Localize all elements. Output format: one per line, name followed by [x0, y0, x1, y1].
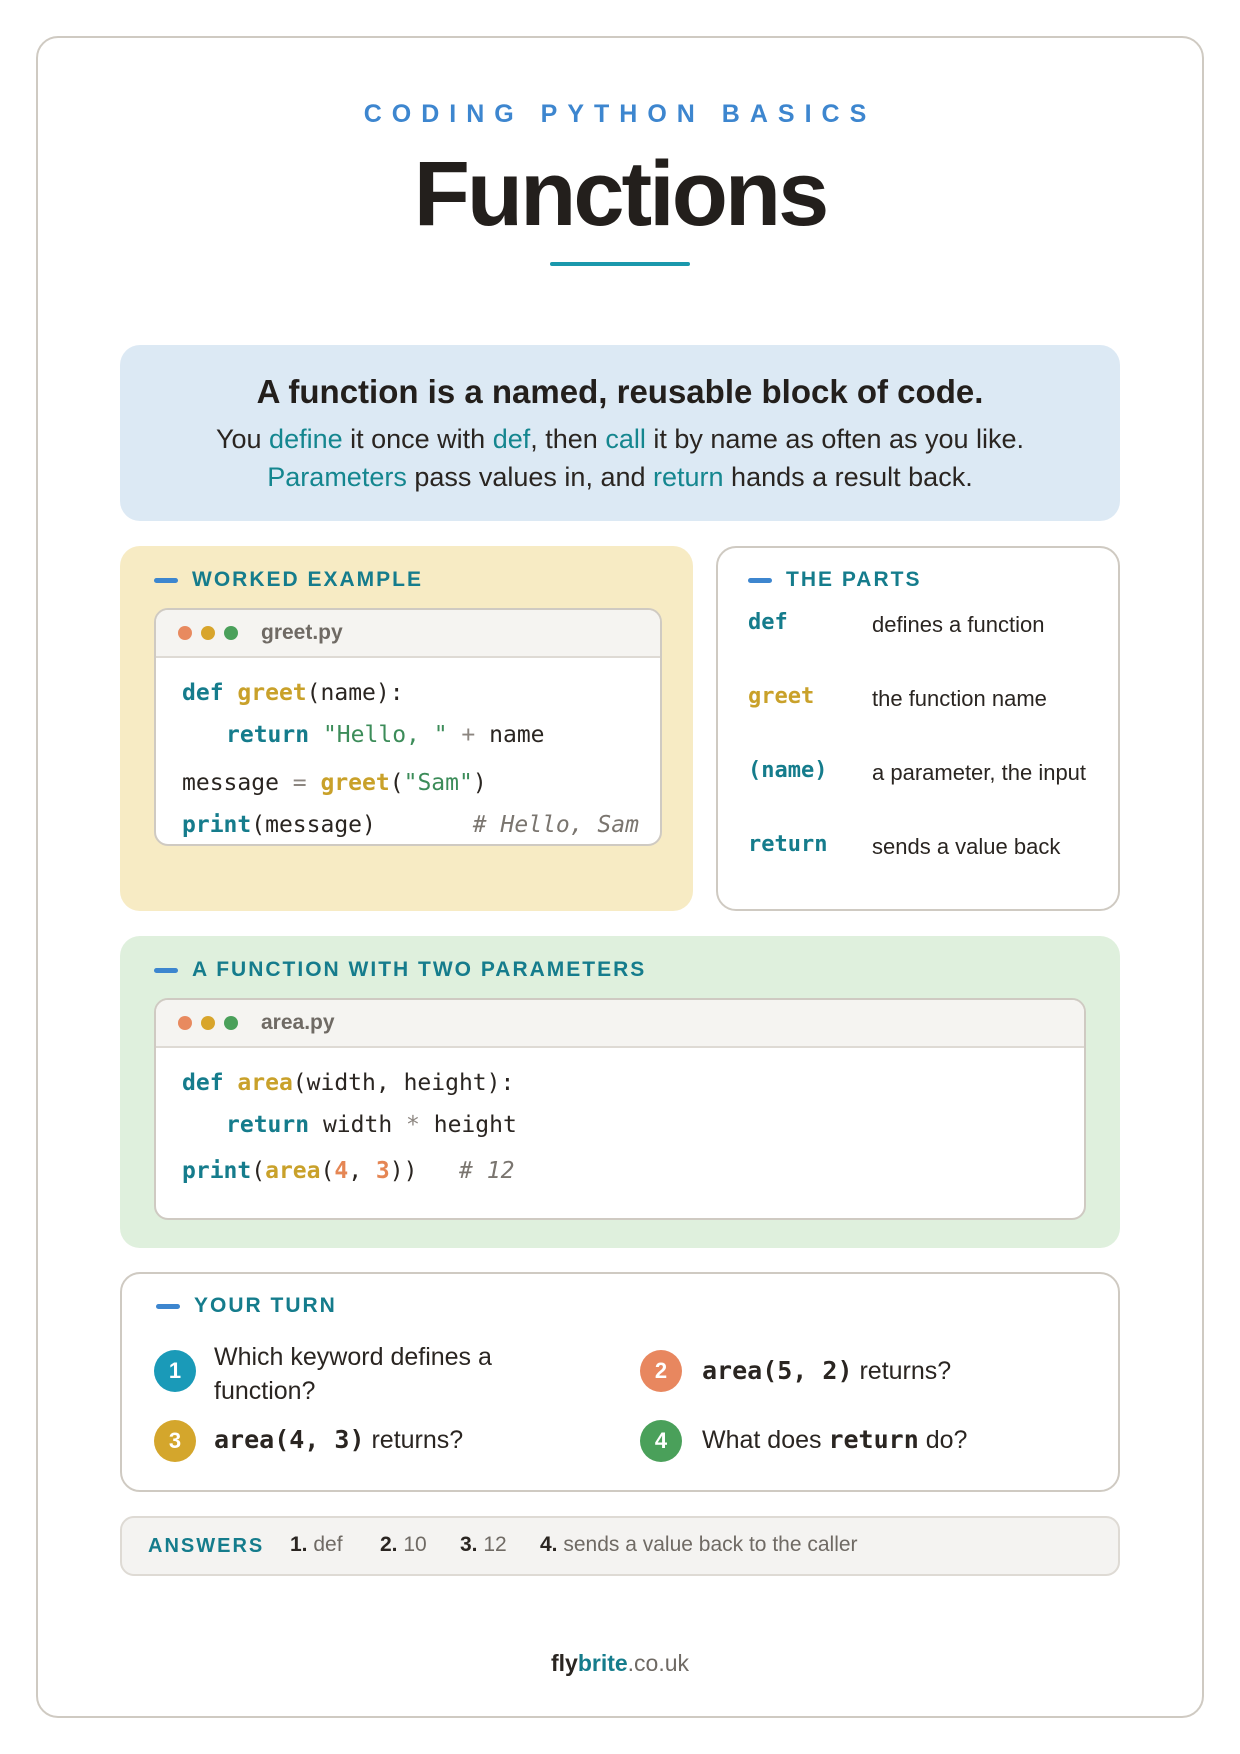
code-keyword: print [182, 812, 252, 838]
question-number-badge: 2 [640, 1350, 682, 1392]
code-window-titlebar [156, 1000, 1084, 1048]
intro-headline: A function is a named, reusable block of code. [256, 373, 984, 410]
question-code: area(5, 2) [702, 1356, 853, 1385]
part-term: (name) [748, 758, 828, 783]
answer-text: def [313, 1533, 343, 1556]
question-1: Which keyword defines a function? [214, 1343, 492, 1405]
question-number-badge: 3 [154, 1420, 196, 1462]
answer-number: 3. [460, 1533, 478, 1556]
title-underline [550, 262, 690, 266]
code-text: name [489, 722, 545, 748]
code-string: "Sam" [403, 770, 473, 796]
code-text [224, 1070, 238, 1096]
code-text: height [419, 1112, 517, 1138]
code-keyword: return [226, 722, 310, 748]
intro-line-1 [120, 424, 1120, 455]
intro-line-2 [120, 462, 1120, 493]
code-filename: area.py [261, 1011, 335, 1034]
code-text: ( [320, 1158, 335, 1184]
intro-text: You [215, 424, 270, 454]
code-line [182, 1158, 514, 1184]
code-text: )) [389, 1158, 418, 1184]
heading-text: THE PARTS [786, 568, 922, 591]
code-text [224, 680, 238, 706]
code-keyword: return [226, 1112, 310, 1138]
code-text [309, 722, 323, 748]
code-text: width [309, 1112, 407, 1138]
answer-item [380, 1533, 427, 1557]
intro-text: pass values in, and [406, 462, 653, 492]
intro-keyword: Parameters [267, 462, 407, 492]
code-line [226, 1112, 517, 1138]
part-description: a parameter, the input [872, 760, 1087, 785]
code-line [182, 812, 639, 838]
heading-text: YOUR TURN [194, 1294, 337, 1317]
code-line [182, 680, 404, 706]
the-parts-heading [748, 568, 921, 592]
worked-example-panel [120, 546, 693, 911]
code-keyword: print [182, 1158, 252, 1184]
heading-dash [748, 578, 772, 583]
intro-keyword: define [269, 424, 343, 454]
part-description: sends a value back [872, 834, 1061, 859]
code-comment: # Hello, Sam [375, 812, 639, 838]
question-text: returns? [364, 1426, 464, 1454]
question-number-badge: 1 [154, 1350, 196, 1392]
intro-text: it once with [342, 424, 493, 454]
the-parts-panel [716, 546, 1120, 911]
greet-code-window [154, 608, 662, 846]
window-dot-icon [201, 1016, 215, 1030]
code-line [182, 1070, 514, 1096]
footer-brand [0, 1650, 1240, 1677]
heading-text: WORKED EXAMPLE [192, 568, 424, 591]
question-number-badge: 4 [640, 1420, 682, 1462]
code-function: area [237, 1070, 293, 1096]
code-function: area [265, 1158, 321, 1184]
answer-number: 4. [540, 1533, 558, 1556]
code-number: 3 [375, 1158, 390, 1184]
code-text: (width, height): [292, 1070, 515, 1096]
question-code: area(4, 3) [214, 1425, 365, 1454]
part-term: def [748, 610, 788, 635]
code-text: (message) [251, 812, 376, 838]
code-operator: + [447, 722, 490, 748]
code-text: ( [251, 1158, 266, 1184]
heading-text: A FUNCTION WITH TWO PARAMETERS [192, 958, 647, 981]
intro-box [120, 345, 1120, 521]
your-turn-heading [156, 1294, 337, 1318]
code-number: 4 [334, 1158, 349, 1184]
answer-item [460, 1533, 507, 1557]
code-text: , [348, 1158, 376, 1184]
answers-bar [120, 1516, 1120, 1576]
intro-keyword: def [492, 424, 531, 454]
answer-text: 10 [403, 1533, 427, 1556]
window-dot-icon [178, 626, 192, 640]
brand-fly: fly [550, 1650, 578, 1676]
page-title: Functions [413, 143, 827, 245]
code-window-titlebar [156, 610, 660, 658]
brand-domain: .co.uk [627, 1650, 690, 1676]
your-turn-panel [120, 1272, 1120, 1492]
intro-keyword: call [605, 424, 646, 454]
answer-number: 2. [380, 1533, 398, 1556]
question-3 [214, 1423, 463, 1457]
answers-label: ANSWERS [148, 1535, 265, 1557]
heading-dash [154, 578, 178, 583]
code-line [226, 722, 545, 748]
code-line [182, 770, 487, 796]
code-text: message [182, 770, 279, 796]
area-code-window [154, 998, 1086, 1220]
two-parameters-heading [154, 958, 646, 982]
code-text: (name): [306, 680, 404, 706]
code-text: ) [472, 770, 487, 796]
window-dot-icon [224, 626, 238, 640]
window-dot-icon [224, 1016, 238, 1030]
code-operator: * [406, 1112, 420, 1138]
intro-keyword: return [653, 462, 724, 492]
code-text: ( [389, 770, 404, 796]
intro-text: , then [530, 424, 606, 454]
code-string: "Hello, " [322, 722, 448, 748]
part-term: return [748, 832, 828, 857]
two-parameters-panel [120, 936, 1120, 1248]
code-operator: = [278, 770, 321, 796]
part-description: defines a function [872, 612, 1045, 637]
series-kicker: CODING PYTHON BASICS [363, 100, 877, 128]
code-comment: # 12 [417, 1158, 515, 1184]
answer-text: sends a value back to the caller [563, 1533, 858, 1556]
code-function: greet [320, 770, 390, 796]
heading-dash [154, 968, 178, 973]
brand-brite: brite [577, 1650, 628, 1676]
question-text: do? [918, 1426, 968, 1454]
worked-example-heading [154, 568, 423, 592]
part-description: the function name [872, 686, 1047, 711]
window-dot-icon [178, 1016, 192, 1030]
question-text: What does [702, 1426, 829, 1454]
code-keyword: def [182, 680, 224, 706]
intro-text: it by name as often as you like. [645, 424, 1025, 454]
heading-dash [156, 1304, 180, 1309]
question-code: return [828, 1425, 919, 1454]
code-function: greet [237, 680, 307, 706]
part-term: greet [748, 684, 815, 709]
question-2 [702, 1354, 951, 1388]
answer-item [290, 1533, 343, 1557]
code-filename: greet.py [261, 621, 343, 644]
window-dot-icon [201, 626, 215, 640]
question-text: returns? [852, 1357, 952, 1385]
code-keyword: def [182, 1070, 224, 1096]
answer-text: 12 [483, 1533, 507, 1556]
question-4 [702, 1423, 967, 1457]
intro-text: hands a result back. [723, 462, 973, 492]
answer-item [540, 1533, 858, 1557]
answer-number: 1. [290, 1533, 308, 1556]
